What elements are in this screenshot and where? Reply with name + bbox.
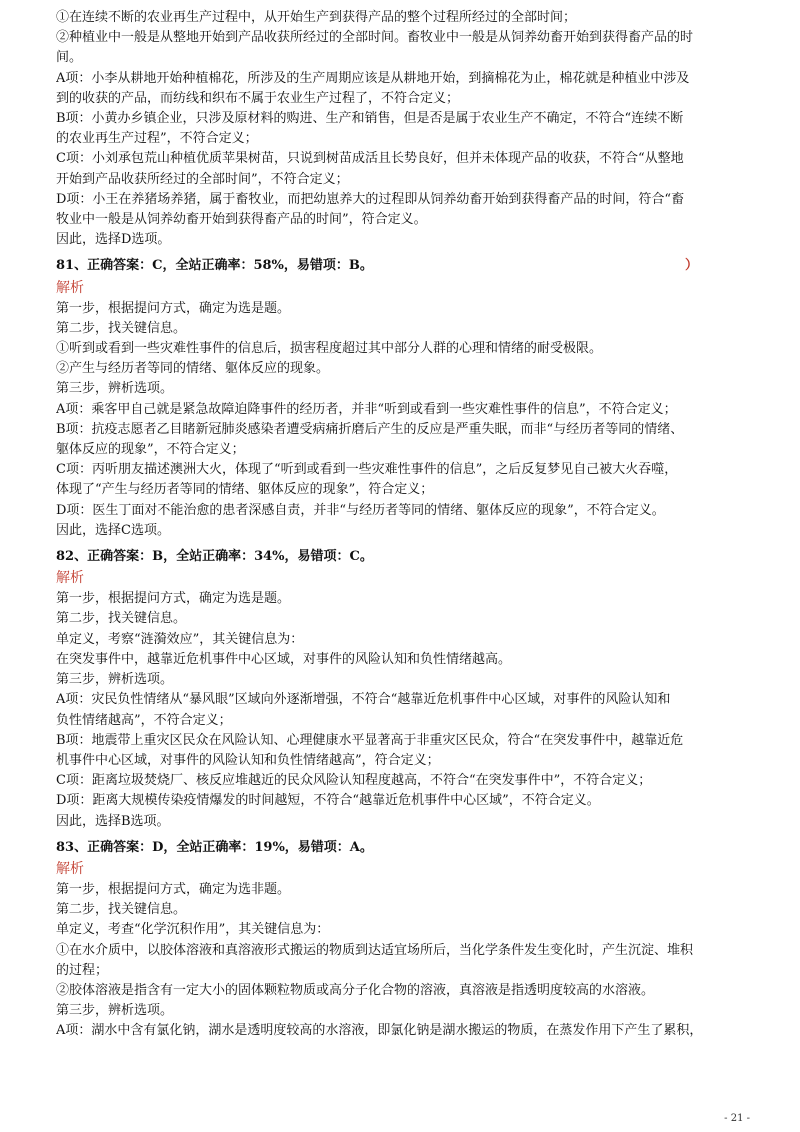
- text-line: 到的收获的产品，而纺线和织布不属于农业生产过程了，不符合定义；: [56, 90, 460, 106]
- text-line: 第二步，找关键信息。: [56, 320, 187, 336]
- text-line: ②胶体溶液是指含有一定大小的固体颗粒物质或高分子化合物的溶液，真溶液是指透明度较高的水溶液。: [56, 982, 655, 998]
- text-line: 的过程；: [56, 962, 109, 978]
- text-line: 第一步，根据提问方式，确定为选是题。: [56, 591, 291, 607]
- text-line: B项：地震带上重灾区民众在风险认知、心理健康水平显著高于非重灾区民众，符合“在突发事件中，越靠近危: [56, 732, 684, 748]
- text-line: 牧业中一般是从饲养幼畜开始到获得畜产品的时间”，符合定义。: [56, 212, 427, 228]
- q82-answer-line: 82、正确答案：B，全站正确率：34%，易错项：C。: [56, 549, 373, 565]
- section-80-tail: [56, 8, 756, 250]
- text-line: D项：医生丁面对不能治愈的患者深感自责，并非“与经历者等同的情绪、躯体反应的现象”，不符合定义。: [56, 502, 665, 518]
- text-line: 第二步，找关键信息。: [56, 902, 187, 918]
- text-line: 体现了“产生与经历者等同的情绪、躯体反应的现象”，符合定义；: [56, 482, 434, 498]
- text-line: 因此，选择C选项。: [56, 522, 170, 538]
- text-line: A项：乘客甲自己就是紧急故障迫降事件的经历者，并非“听到或看到一些灾难性事件的信息”，不符合定义；: [56, 401, 677, 417]
- text-line: ①在连续不断的农业再生产过程中，从开始生产到获得产品的整个过程所经过的全部时间；: [56, 10, 577, 25]
- text-line: 单定义，考察“涟漪效应”，其关键信息为：: [56, 631, 304, 647]
- q83-analysis-label: 解析: [56, 860, 84, 877]
- text-line: 的农业再生产过程”，不符合定义；: [56, 131, 258, 147]
- q81-analysis-body: [56, 299, 756, 541]
- q81-answer-line: [56, 256, 756, 276]
- text-line: D项：距离大规模传染疫情爆发的时间越短，不符合“越靠近危机事件中心区域”，不符合定义。: [56, 793, 600, 809]
- text-line: 开始到产品收获所经过的全部时间”，不符合定义；: [56, 171, 349, 187]
- text-line: A项：湖水中含有氯化钠，湖水是透明度较高的水溶液，即氯化钠是湖水搬运的物质，在蒸发作用下产生了累积，: [56, 1023, 703, 1039]
- text-line: 第二步，找关键信息。: [56, 611, 187, 627]
- text-line: 第三步，辨析选项。: [56, 672, 174, 688]
- q83-analysis-body: [56, 880, 756, 1042]
- text-line: 在突发事件中，越靠近危机事件中心区域，对事件的风险认知和负性情绪越高。: [56, 651, 512, 667]
- text-line: ②种植业中一般是从整地开始到产品收获所经过的全部时间。畜牧业中一般是从饲养幼畜开始到获得畜产品的时: [56, 30, 694, 46]
- q82-analysis-body: [56, 589, 756, 831]
- text-line: ①听到或看到一些灾难性事件的信息后，损害程度超过其中部分人群的心理和情绪的耐受极限。: [56, 341, 603, 357]
- text-line: 第一步，根据提问方式，确定为选非题。: [56, 881, 291, 897]
- text-line: A项：小李从耕地开始种植棉花，所涉及的生产周期应该是从耕地开始，到摘棉花为止，棉花就是种植业中涉及: [56, 70, 690, 86]
- text-line: C项：距离垃圾焚烧厂、核反应堆越近的民众风险认知程度越高，不符合“在突发事件中”，不符合定义；: [56, 773, 652, 789]
- text-line: 机事件中心区域，对事件的风险认知和负性情绪越高”，符合定义；: [56, 752, 440, 768]
- text-line: B项：小黄办乡镇企业，只涉及原材料的购进、生产和销售，但是否是属于农业生产不确定，不符合“连续不断: [56, 111, 684, 127]
- text-line: 单定义，考查“化学沉积作用”，其关键信息为：: [56, 922, 330, 938]
- text-line: D项：小王在养猪场养猪，属于畜牧业，而把幼崽养大的过程即从饲养幼畜开始到获得畜产品的时间，符合“畜: [56, 191, 685, 207]
- text-line: 间。: [56, 50, 83, 66]
- q81-analysis-label: 解析: [56, 279, 84, 296]
- text-line: B项：抗疫志愿者乙目睹新冠肺炎感染者遭受病痛折磨后产生的反应是严重失眠，而非“与经历者等同的情绪、: [56, 421, 684, 437]
- text-line: C项：小刘承包荒山种植优质苹果树苗，只说到树苗成活且长势良好，但并未体现产品的收获，不符合“从整地: [56, 151, 684, 167]
- text-line: C项：丙听朋友描述澳洲大火，体现了“听到或看到一些灾难性事件的信息”，之后反复梦见自己被大火吞噬，: [56, 462, 678, 478]
- text-line: 躯体反应的现象”，不符合定义；: [56, 442, 245, 458]
- closing-paren: ）: [684, 258, 698, 274]
- text-line: 第一步，根据提问方式，确定为选是题。: [56, 300, 291, 316]
- text-line: 第三步，辨析选项。: [56, 381, 174, 397]
- text-line: 因此，选择B选项。: [56, 813, 170, 829]
- text-line: ①在水介质中，以胶体溶液和真溶液形式搬运的物质到达适宜场所后，当化学条件发生变化时，产生沉淀、堆积: [56, 942, 694, 958]
- text-line: ②产生与经历者等同的情绪、躯体反应的现象。: [56, 361, 330, 377]
- text-line: 负性情绪越高”，不符合定义；: [56, 712, 232, 728]
- text-line: 因此，选择D选项。: [56, 232, 171, 248]
- q81-answer-text: 81、正确答案：C，全站正确率：58%，易错项：B。: [56, 258, 373, 274]
- text-line: A项：灾民负性情绪从“暴风眼”区域向外逐渐增强，不符合“越靠近危机事件中心区域，对事件的风险认知和: [56, 692, 671, 708]
- page-number: - 21 -: [724, 1113, 750, 1124]
- text-line: 第三步，辨析选项。: [56, 1003, 174, 1019]
- q82-analysis-label: 解析: [56, 570, 84, 587]
- q83-answer-line: 83、正确答案：D，全站正确率：19%，易错项：A。: [56, 839, 373, 855]
